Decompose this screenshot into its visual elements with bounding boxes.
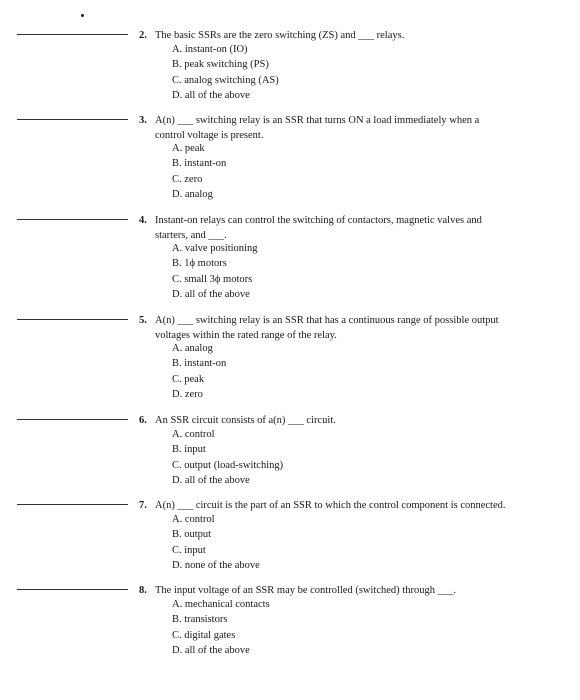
question-text: An SSR circuit consists of a(n) ___ circuit. [155,415,336,426]
answer-blank-5[interactable] [17,319,128,320]
option-a[interactable]: A. control [172,429,215,440]
option-d[interactable]: D. all of the above [172,645,250,657]
question-text: A(n) ___ switching relay is an SSR that turns ON a load immediately when a control voltage is present. [155,115,480,141]
question-number: 8. [139,585,147,596]
option-list [172,512,260,574]
option-d[interactable]: D. analog [172,189,213,201]
question-number: 4. [139,215,147,226]
question-number: 2. [139,30,147,41]
option-list [172,241,257,303]
option-d[interactable]: D. none of the above [172,560,260,572]
option-c[interactable]: C. peak [172,373,205,385]
option-b[interactable]: B. instant-on [172,158,227,170]
question-text: A(n) ___ circuit is the part of an SSR to which the control component is connected. [155,500,506,511]
option-c[interactable]: C. small 3ϕ motors [172,273,253,285]
option-b[interactable]: B. peak switching (PS) [172,59,269,71]
option-d[interactable]: D. all of the above [172,289,250,301]
answer-blank-7[interactable] [17,504,128,505]
answer-blank-6[interactable] [17,419,128,420]
option-b[interactable]: B. input [172,444,206,456]
option-b[interactable]: B. instant-on [172,358,227,370]
option-d[interactable]: D. all of the above [172,90,250,102]
option-c[interactable]: C. output (load-switching) [172,459,284,471]
question-number: 7. [139,500,147,511]
option-list [172,341,226,403]
answer-blank-8[interactable] [17,589,128,590]
option-c[interactable]: C. input [172,544,206,556]
option-list [172,427,283,489]
option-d[interactable]: D. zero [172,389,203,401]
question-text: A(n) ___ switching relay is an SSR that has a continuous range of possible output voltages within the rated range of the relay. [155,315,499,341]
answer-blank-4[interactable] [17,219,128,220]
option-c[interactable]: C. analog switching (AS) [172,74,279,86]
option-a[interactable]: A. analog [172,343,213,354]
option-list [172,597,270,659]
question-number: 6. [139,415,147,426]
option-b[interactable]: B. transistors [172,614,228,626]
stray-dot [81,14,84,17]
option-a[interactable]: A. instant-on (IO) [172,44,248,55]
question-number: 5. [139,315,147,326]
answer-blank-2[interactable] [17,34,128,35]
option-a[interactable]: A. control [172,514,215,525]
option-b[interactable]: B. 1ϕ motors [172,258,227,270]
option-c[interactable]: C. digital gates [172,629,236,641]
option-a[interactable]: A. peak [172,143,205,154]
question-text: The input voltage of an SSR may be controlled (switched) through ___. [155,585,456,596]
question-number: 3. [139,115,147,126]
option-list [172,42,279,104]
option-b[interactable]: B. output [172,529,212,541]
option-a[interactable]: A. mechanical contacts [172,599,270,610]
option-c[interactable]: C. zero [172,173,203,185]
option-d[interactable]: D. all of the above [172,475,250,487]
question-text: The basic SSRs are the zero switching (ZS) and ___ relays. [155,30,405,41]
question-text: Instant-on relays can control the switching of contactors, magnetic valves and starters, and ___. [155,215,482,241]
option-a[interactable]: A. valve positioning [172,243,258,254]
answer-blank-3[interactable] [17,119,128,120]
option-list [172,141,226,203]
